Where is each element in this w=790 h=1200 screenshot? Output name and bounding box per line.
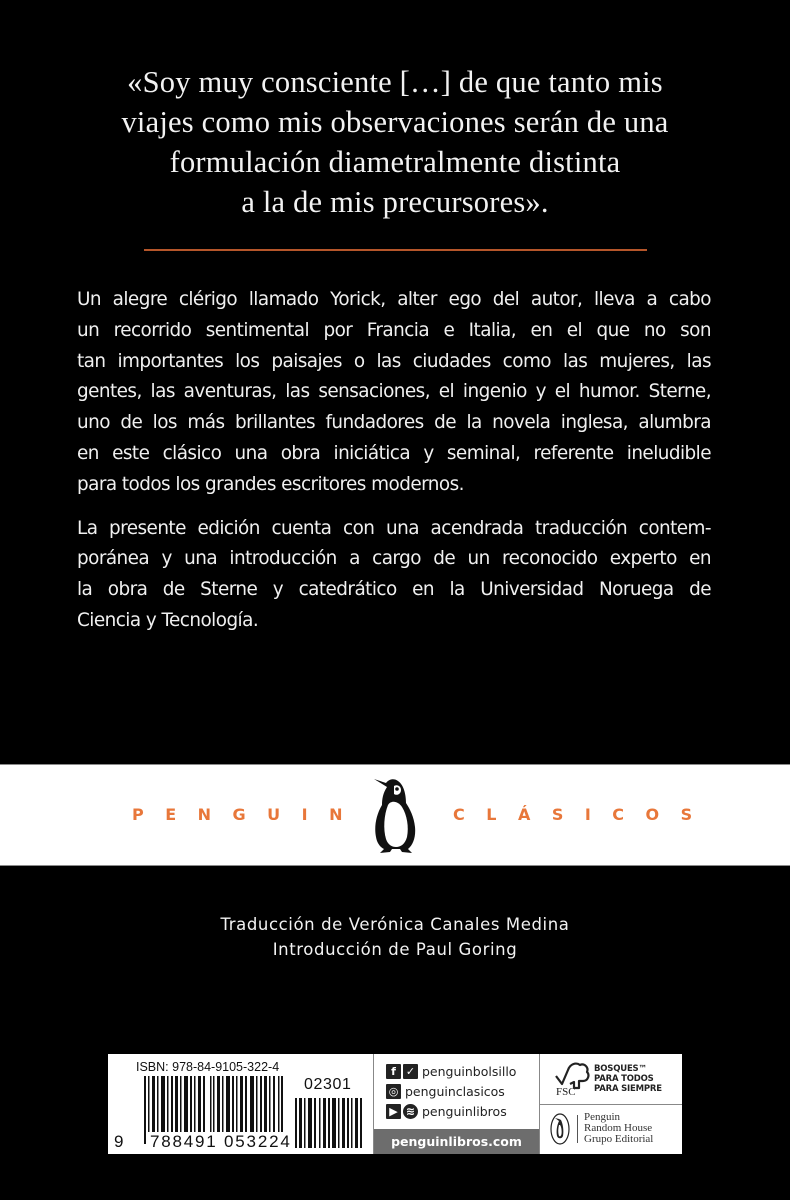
synopsis-line: La presente edición cuenta con una acendrada traducción contem- [77, 517, 711, 539]
social-row[interactable] [386, 1062, 516, 1080]
fsc-line: PARA SIEMPRE [594, 1084, 662, 1094]
synopsis-line: poránea y una introducción a cargo de un reconocido experto en [77, 548, 711, 570]
facebook-icon: f [386, 1064, 401, 1079]
synopsis-line: uno de los más brillantes fundadores de la novela inglesa, alumbra [77, 412, 711, 434]
fsc-tagline [594, 1064, 662, 1094]
publisher-name [584, 1112, 653, 1145]
orange-divider [144, 249, 647, 251]
synopsis-line: Ciencia y Tecnología. [77, 609, 259, 631]
synopsis-line: la obra de Sterne y catedrático en la Universidad Noruega de [77, 579, 711, 601]
pull-quote [40, 62, 750, 222]
publisher-line: Grupo Editorial [584, 1133, 654, 1145]
spotify-icon: ≋ [403, 1104, 418, 1119]
youtube-icon: ▶ [386, 1104, 401, 1119]
quote-line: formulación diametralmente distinta [169, 145, 621, 179]
barcode-first-digit: 9 [114, 1132, 124, 1151]
price-code: 02301 [304, 1076, 352, 1093]
barcode-section [108, 1054, 373, 1154]
synopsis-paragraph-2 [77, 514, 711, 637]
publisher-line: Random House [584, 1122, 653, 1134]
synopsis-line: tan importantes los paisajes o las ciudades como las mujeres, las [77, 350, 711, 372]
twitter-icon: ✓ [403, 1064, 418, 1079]
barcode-digits: 788491 053224 [150, 1132, 292, 1151]
prh-separator [577, 1115, 578, 1143]
synopsis [77, 285, 711, 637]
social-handle: penguinlibros [422, 1103, 507, 1119]
instagram-icon: ◎ [386, 1084, 401, 1099]
info-box [108, 1054, 682, 1154]
fsc-line: PARA TODOS [594, 1074, 654, 1084]
social-section [373, 1054, 540, 1154]
penguin-icon [370, 773, 422, 857]
social-row[interactable] [386, 1082, 505, 1100]
publisher-line: Penguin [584, 1111, 621, 1123]
synopsis-paragraph-1 [77, 285, 711, 501]
translator-credit: Traducción de Verónica Canales Medina [220, 915, 570, 934]
fsc-logo [540, 1054, 682, 1105]
fsc-abbr: FSC [556, 1086, 576, 1098]
credits [0, 912, 790, 962]
synopsis-line: un recorrido sentimental por Francia e Italia, en el que no son [77, 319, 711, 341]
introduction-credit: Introducción de Paul Goring [272, 940, 518, 959]
fsc-line: BOSQUES™ [594, 1064, 647, 1074]
quote-line: «Soy muy consciente […] de que tanto mis [127, 65, 663, 99]
synopsis-line: en este clásico una obra iniciática y seminal, referente ineludible [77, 442, 711, 464]
synopsis-line: para todos los grandes escritores modernos. [77, 473, 464, 495]
social-handle: penguinclasicos [405, 1083, 505, 1099]
quote-line: a la de mis precursores». [241, 185, 549, 219]
series-word-penguin: PENGUIN [132, 805, 365, 824]
synopsis-line: gentes, las aventuras, las sensaciones, el ingenio y el humor. Sterne, [77, 381, 711, 403]
series-band [0, 764, 790, 866]
social-handle: penguinbolsillo [422, 1063, 517, 1079]
synopsis-line: Un alegre clérigo llamado Yorick, alter ego del autor, lleva a cabo [77, 289, 711, 310]
series-word-clasicos: CLÁSICOS [453, 805, 714, 824]
quote-line: viajes como mis observaciones serán de una [121, 105, 669, 139]
website-link[interactable]: penguinlibros.com [374, 1129, 539, 1154]
isbn-label: ISBN: 978-84-9105-322-4 [136, 1060, 280, 1074]
prh-penguin-icon [550, 1113, 570, 1145]
social-row[interactable] [386, 1102, 507, 1120]
logos-section [540, 1054, 682, 1154]
publisher-logo [540, 1105, 682, 1154]
addon-barcode-icon [295, 1098, 365, 1148]
